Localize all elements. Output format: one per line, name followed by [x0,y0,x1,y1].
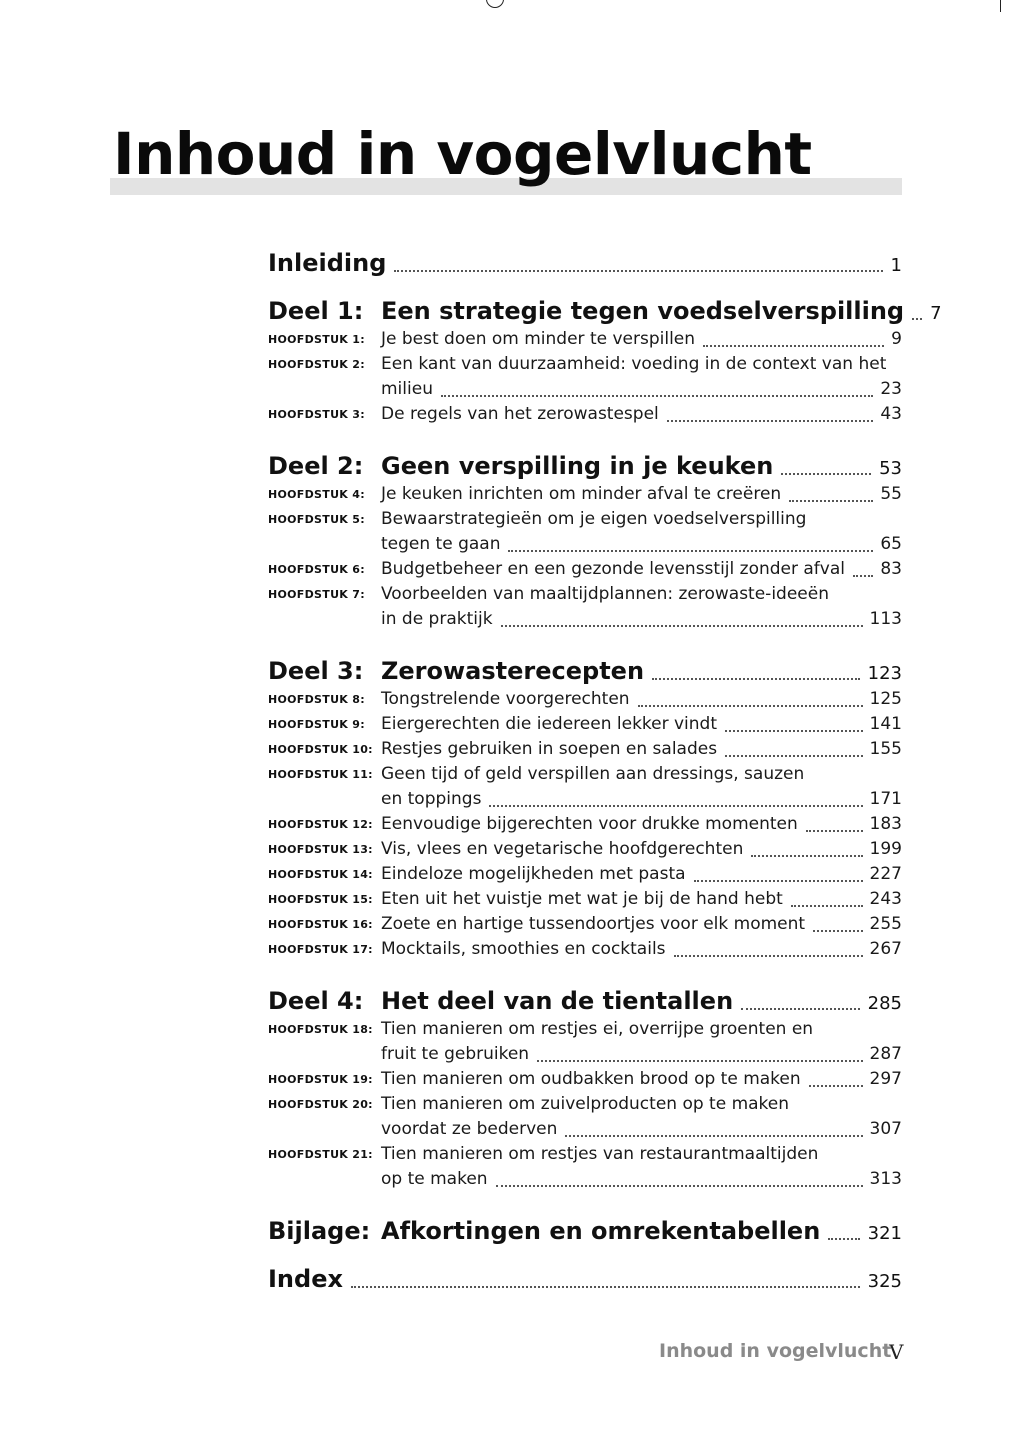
toc-index-page: 325 [867,1271,902,1292]
toc-chapter-line [381,687,902,712]
toc-chapter-label: HOOFDSTUK 11: [268,768,373,781]
toc-chapter-row[interactable] [268,762,902,812]
toc-chapter-label: HOOFDSTUK 13: [268,843,373,856]
toc-part-page: 53 [879,458,902,479]
toc-part-block [268,651,902,962]
toc-chapter-line [381,352,902,377]
toc-intro-page: 1 [890,255,902,276]
toc-chapter-row[interactable] [268,1142,902,1192]
toc-chapter-line [381,1067,902,1092]
toc-chapter-body [381,737,902,762]
toc-chapter-label: HOOFDSTUK 9: [268,718,365,731]
toc-chapter-title: Voorbeelden van maaltijdplannen: zerowaste-ideeën [381,584,829,604]
toc-chapter-line [381,402,902,427]
toc-part-title: Het deel van de tientallen [381,987,734,1015]
toc-chapter-page: 199 [869,839,902,859]
toc-chapter-title: Tongstrelende voorgerechten [381,689,630,709]
toc-chapter-page: 125 [869,689,902,709]
dot-leader [496,1179,863,1187]
toc-chapter-line [381,1017,902,1042]
toc-chapter-body [381,712,902,737]
toc-part-title: Geen verspilling in je keuken [381,452,774,480]
page-title: Inhoud in vogelvlucht [113,120,812,188]
toc-chapter-row[interactable] [268,402,902,427]
toc-chapter-line [381,1117,902,1142]
toc-chapter-body [381,507,902,557]
toc-chapter-body [381,862,902,887]
toc-chapter-page: 297 [869,1069,902,1089]
toc-chapter-label: HOOFDSTUK 8: [268,693,365,706]
toc-chapter-body [381,1067,902,1092]
toc-chapter-row[interactable] [268,507,902,557]
toc-chapter-line [381,1092,902,1117]
toc-chapter-title: Budgetbeheer en een gezonde levensstijl zonder afval [381,559,845,579]
toc-chapter-title: De regels van het zerowastespel [381,404,659,424]
toc-chapter-body [381,937,902,962]
toc-chapter-row[interactable] [268,557,902,582]
toc-chapter-page: 141 [869,714,902,734]
toc-chapter-title: Eiergerechten die iedereen lekker vindt [381,714,718,734]
toc-part-page: 7 [930,303,942,324]
toc-chapter-page: 83 [880,559,902,579]
toc-chapter-line [381,532,902,557]
toc-chapter-title: Tien manieren om restjes van restaurantmaaltijden [381,1144,819,1164]
toc-chapter-label: HOOFDSTUK 21: [268,1148,373,1161]
toc-chapter-body [381,1017,902,1067]
toc-chapter-body [381,482,902,507]
toc-chapter-row[interactable] [268,937,902,962]
dot-leader [537,1054,862,1062]
dot-leader [725,724,863,732]
toc-appendix-row[interactable] [268,1211,902,1247]
toc-part-label: Deel 4: [268,987,364,1015]
toc-chapter-row[interactable] [268,912,902,937]
dot-leader [501,619,863,627]
dot-leader [565,1129,862,1137]
toc-chapter-body [381,1142,902,1192]
toc-appendix-title: Afkortingen en omrekentabellen [381,1217,821,1245]
dot-leader [394,264,882,272]
dot-leader [694,874,863,882]
toc-intro-block [268,243,902,279]
toc-chapter-body [381,812,902,837]
toc-chapter-page: 227 [869,864,902,884]
toc-chapter-body [381,327,902,352]
toc-chapter-title: Eten uit het vuistje met wat je bij de hand hebt [381,889,783,909]
toc-part-row[interactable] [268,291,942,327]
toc-chapter-line [381,557,902,582]
toc-chapter-page: 43 [880,404,902,424]
toc-chapter-line [381,607,902,632]
toc-chapter-label: HOOFDSTUK 4: [268,488,365,501]
toc-chapter-title: op te maken [381,1169,488,1189]
registration-mark [486,0,504,8]
toc-chapter-title: Vis, vlees en vegetarische hoofdgerechten [381,839,744,859]
toc-chapter-line [381,937,902,962]
toc-part-block [268,291,942,427]
toc-chapter-label: HOOFDSTUK 3: [268,408,365,421]
toc-chapter-row[interactable] [268,1017,902,1067]
toc-chapter-row[interactable] [268,812,902,837]
toc-chapter-line [381,1167,902,1192]
toc-chapter-line [381,1142,902,1167]
dot-leader [741,1002,859,1010]
toc-chapter-label: HOOFDSTUK 20: [268,1098,373,1111]
toc-chapter-title: milieu [381,379,433,399]
toc-chapter-row[interactable] [268,327,902,352]
toc-chapter-row[interactable] [268,712,902,737]
toc-chapter-row[interactable] [268,482,902,507]
toc-chapter-title: fruit te gebruiken [381,1044,530,1064]
dot-leader [703,339,884,347]
toc-chapter-body [381,352,902,402]
toc-chapter-title: en toppings [381,789,482,809]
toc-chapter-label: HOOFDSTUK 17: [268,943,373,956]
dot-leader [806,824,863,832]
toc-chapter-line [381,712,902,737]
dot-leader [781,467,871,475]
dot-leader [351,1280,860,1288]
toc-part-title: Zerowasterecepten [381,657,645,685]
toc-chapter-page: 287 [869,1044,902,1064]
dot-leader [912,312,922,320]
toc-chapter-body [381,887,902,912]
toc-chapter-label: HOOFDSTUK 5: [268,513,365,526]
toc-chapter-page: 9 [891,329,902,349]
toc-chapter-title: Zoete en hartige tussendoortjes voor elk moment [381,914,806,934]
toc-chapter-label: HOOFDSTUK 15: [268,893,373,906]
toc-chapter-row[interactable] [268,582,902,632]
toc-chapter-line [381,762,902,787]
toc-chapter-row[interactable] [268,862,902,887]
toc-parts [268,291,942,1192]
dot-leader [638,699,863,707]
toc-chapter-page: 243 [869,889,902,909]
toc-chapter-label: HOOFDSTUK 18: [268,1023,373,1036]
toc-chapter-body [381,557,902,582]
toc-chapter-row[interactable] [268,837,902,862]
toc-part-row[interactable] [268,651,902,687]
toc-chapter-line [381,327,902,352]
toc-chapter-page: 307 [869,1119,902,1139]
toc-appendix-page: 321 [867,1223,902,1244]
toc-chapter-line [381,812,902,837]
toc-chapter-label: HOOFDSTUK 16: [268,918,373,931]
toc-chapter-label: HOOFDSTUK 6: [268,563,365,576]
toc-part-label: Deel 2: [268,452,364,480]
toc-part-label: Deel 3: [268,657,364,685]
toc-chapter-page: 255 [869,914,902,934]
toc-chapter-row[interactable] [268,352,902,402]
toc-part-row[interactable] [268,446,902,482]
dot-leader [751,849,862,857]
toc-intro-row[interactable] [268,243,902,279]
dot-leader [789,494,873,502]
toc-chapter-body [381,762,902,812]
toc-chapter-page: 113 [869,609,902,629]
toc-chapter-title: Restjes gebruiken in soepen en salades [381,739,718,759]
toc-chapter-line [381,507,902,532]
toc-chapter-title: Je best doen om minder te verspillen [381,329,696,349]
dot-leader [725,749,862,757]
toc-chapter-label: HOOFDSTUK 12: [268,818,373,831]
toc-chapter-title: Tien manieren om zuivelproducten op te maken [381,1094,790,1114]
toc-chapter-page: 155 [869,739,902,759]
toc-chapter-line [381,787,902,812]
dot-leader [441,389,873,397]
toc-appendix-block [268,1211,902,1247]
toc-chapter-page: 183 [869,814,902,834]
dot-leader [508,544,873,552]
toc-chapter-page: 267 [869,939,902,959]
toc-chapter-label: HOOFDSTUK 14: [268,868,373,881]
toc-chapter-body [381,687,902,712]
toc-chapter-line [381,837,902,862]
toc-index-row[interactable] [268,1259,902,1295]
toc-chapter-page: 313 [869,1169,902,1189]
toc-chapter-line [381,737,902,762]
toc-chapter-line [381,582,902,607]
table-of-contents [268,243,942,1314]
toc-chapter-row[interactable] [268,687,902,712]
toc-chapter-line [381,482,902,507]
toc-chapter-title: Tien manieren om restjes ei, overrijpe groenten en [381,1019,814,1039]
toc-chapter-title: tegen te gaan [381,534,501,554]
toc-part-row[interactable] [268,981,902,1017]
toc-chapter-body [381,582,902,632]
toc-chapter-row[interactable] [268,1092,902,1142]
toc-chapter-page: 55 [880,484,902,504]
toc-chapter-title: Bewaarstrategieën om je eigen voedselverspilling [381,509,807,529]
toc-part-title: Een strategie tegen voedselverspilling [381,297,905,325]
toc-chapter-body [381,912,902,937]
dot-leader [791,899,863,907]
toc-appendix-label: Bijlage: [268,1217,371,1245]
footer-page-number: V [889,1340,904,1364]
dot-leader [813,924,862,932]
toc-part-block [268,981,902,1192]
toc-part-label: Deel 1: [268,297,364,325]
toc-chapter-title: Je keuken inrichten om minder afval te creëren [381,484,782,504]
toc-chapter-row[interactable] [268,737,902,762]
toc-chapter-line [381,887,902,912]
toc-chapter-page: 65 [880,534,902,554]
toc-chapter-title: Een kant van duurzaamheid: voeding in de context van het [381,354,887,374]
toc-chapter-title: Mocktails, smoothies en cocktails [381,939,666,959]
toc-index-block [268,1259,902,1295]
toc-chapter-line [381,377,902,402]
toc-chapter-title: Tien manieren om oudbakken brood op te maken [381,1069,801,1089]
toc-chapter-body [381,1092,902,1142]
toc-chapter-label: HOOFDSTUK 7: [268,588,365,601]
dot-leader [809,1079,863,1087]
toc-part-page: 285 [867,993,902,1014]
toc-index-label: Index [268,1265,343,1293]
toc-chapter-title: voordat ze bederven [381,1119,558,1139]
toc-intro-label: Inleiding [268,249,387,277]
toc-chapter-label: HOOFDSTUK 1: [268,333,365,346]
dot-leader [489,799,862,807]
dot-leader [667,414,874,422]
toc-chapter-label: HOOFDSTUK 10: [268,743,373,756]
toc-chapter-title: Geen tijd of geld verspillen aan dressings, sauzen [381,764,805,784]
toc-chapter-title: in de praktijk [381,609,493,629]
crop-mark [1000,0,1001,12]
toc-chapter-page: 171 [869,789,902,809]
toc-chapter-line [381,1042,902,1067]
toc-chapter-title: Eenvoudige bijgerechten voor drukke momenten [381,814,798,834]
toc-chapter-line [381,912,902,937]
dot-leader [853,569,873,577]
toc-chapter-body [381,837,902,862]
toc-part-page: 123 [867,663,902,684]
toc-chapter-label: HOOFDSTUK 2: [268,358,365,371]
toc-chapter-row[interactable] [268,887,902,912]
dot-leader [652,672,860,680]
dot-leader [828,1232,859,1240]
toc-part-block [268,446,902,632]
toc-chapter-line [381,862,902,887]
toc-chapter-page: 23 [880,379,902,399]
toc-chapter-title: Eindeloze mogelijkheden met pasta [381,864,686,884]
toc-chapter-body [381,402,902,427]
toc-chapter-row[interactable] [268,1067,902,1092]
footer-running-title: Inhoud in vogelvlucht [659,1340,892,1362]
dot-leader [674,949,863,957]
toc-chapter-label: HOOFDSTUK 19: [268,1073,373,1086]
